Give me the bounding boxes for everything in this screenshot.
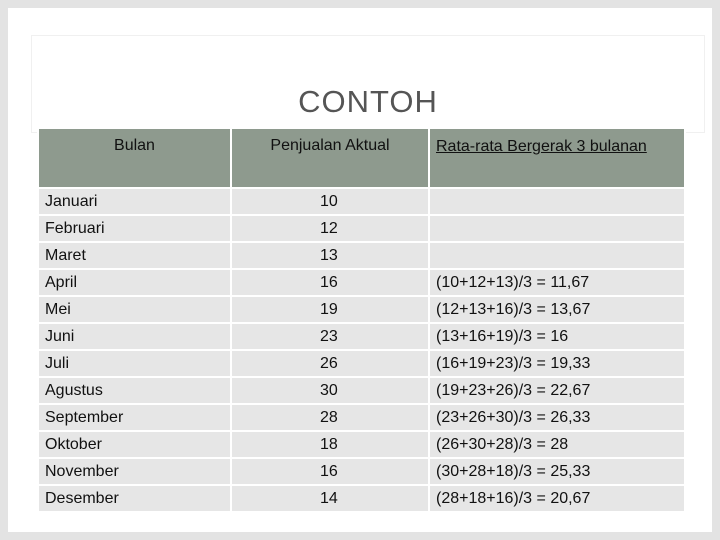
- cell-penjualan-aktual: 14: [231, 485, 429, 512]
- cell-penjualan-aktual: 26: [231, 350, 429, 377]
- slide-title: CONTOH: [298, 84, 438, 119]
- cell-penjualan-aktual: 30: [231, 377, 429, 404]
- cell-penjualan-aktual: 12: [231, 215, 429, 242]
- cell-rata-rata: (19+23+26)/3 = 22,67: [429, 377, 685, 404]
- cell-rata-rata: (30+28+18)/3 = 25,33: [429, 458, 685, 485]
- cell-bulan: Februari: [38, 215, 231, 242]
- cell-bulan: September: [38, 404, 231, 431]
- header-bulan: Bulan: [38, 128, 231, 188]
- table-row: [38, 458, 685, 485]
- cell-penjualan-aktual: 16: [231, 458, 429, 485]
- cell-bulan: Agustus: [38, 377, 231, 404]
- cell-rata-rata: (16+19+23)/3 = 19,33: [429, 350, 685, 377]
- table-row: [38, 296, 685, 323]
- cell-rata-rata: (28+18+16)/3 = 20,67: [429, 485, 685, 512]
- cell-bulan: Juni: [38, 323, 231, 350]
- table-row: [38, 323, 685, 350]
- cell-penjualan-aktual: 18: [231, 431, 429, 458]
- cell-bulan: Maret: [38, 242, 231, 269]
- sales-table: [37, 127, 686, 513]
- table-row: [38, 350, 685, 377]
- title-box: [32, 36, 704, 132]
- cell-rata-rata: (10+12+13)/3 = 11,67: [429, 269, 685, 296]
- cell-rata-rata: [429, 215, 685, 242]
- cell-rata-rata: (26+30+28)/3 = 28: [429, 431, 685, 458]
- table-row: [38, 431, 685, 458]
- cell-bulan: November: [38, 458, 231, 485]
- table-row: [38, 188, 685, 215]
- cell-bulan: Mei: [38, 296, 231, 323]
- cell-penjualan-aktual: 13: [231, 242, 429, 269]
- table-row: [38, 242, 685, 269]
- table-row: [38, 269, 685, 296]
- cell-penjualan-aktual: 10: [231, 188, 429, 215]
- cell-rata-rata: [429, 242, 685, 269]
- table-header-row: [38, 128, 685, 188]
- cell-penjualan-aktual: 19: [231, 296, 429, 323]
- cell-rata-rata: (23+26+30)/3 = 26,33: [429, 404, 685, 431]
- cell-penjualan-aktual: 28: [231, 404, 429, 431]
- cell-rata-rata: (13+16+19)/3 = 16: [429, 323, 685, 350]
- cell-penjualan-aktual: 23: [231, 323, 429, 350]
- cell-rata-rata: (12+13+16)/3 = 13,67: [429, 296, 685, 323]
- cell-bulan: Oktober: [38, 431, 231, 458]
- header-penjualan-aktual: Penjualan Aktual: [231, 128, 429, 188]
- cell-bulan: Juli: [38, 350, 231, 377]
- cell-penjualan-aktual: 16: [231, 269, 429, 296]
- cell-bulan: Desember: [38, 485, 231, 512]
- table-row: [38, 377, 685, 404]
- cell-bulan: Januari: [38, 188, 231, 215]
- cell-bulan: April: [38, 269, 231, 296]
- table-row: [38, 404, 685, 431]
- header-rata-rata-bergerak: Rata-rata Bergerak 3 bulanan: [429, 128, 685, 188]
- cell-rata-rata: [429, 188, 685, 215]
- table-row: [38, 215, 685, 242]
- table-row: [38, 485, 685, 512]
